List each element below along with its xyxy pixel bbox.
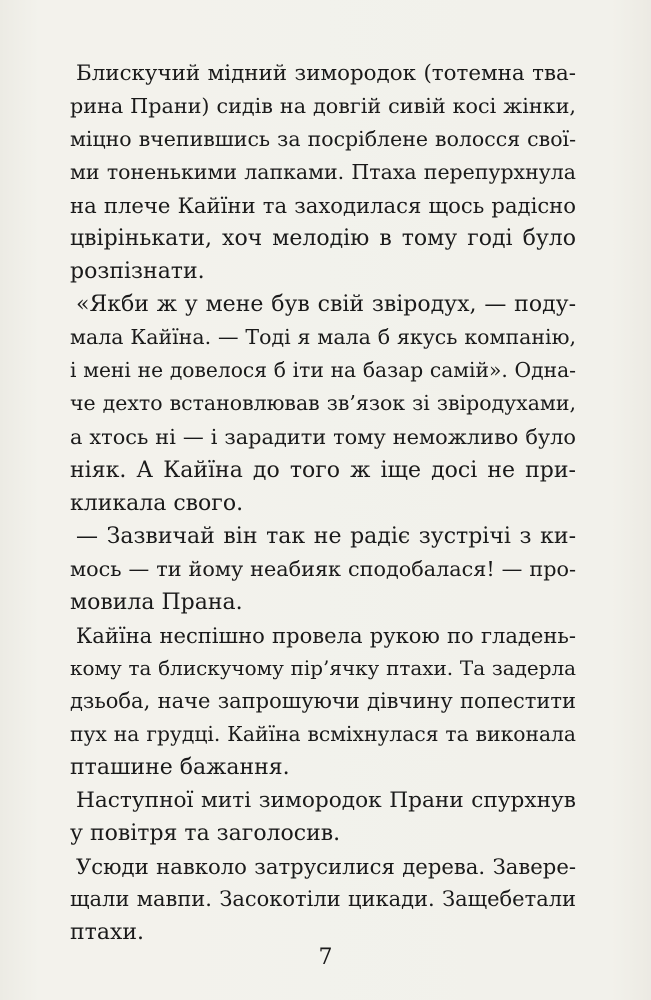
text-line: мала Кайїна. — Тоді я мала б якусь компанію, (70, 325, 576, 350)
text-line: Усюди навколо затрусилися дерева. Завере- (76, 854, 576, 880)
text-line: дзьоба, наче запрошуючи дівчину попестити (70, 688, 576, 713)
page-number: 7 (318, 945, 333, 970)
text-line: Кайїна неспішно провела рукою по гладень- (76, 622, 576, 648)
text-line: цвірінькати, хоч мелодію в тому годі було (70, 226, 576, 252)
text-line: Наступної миті зимородок Прани спурхнув (76, 788, 576, 814)
text-line: і мені не довелося б іти на базар самій». Одна- (70, 358, 576, 383)
text-line: щали мавпи. Засокотіли цикади. Защебетали (70, 887, 576, 912)
text-line: че дехто встановлював зв’язок зі звіродухами, (70, 391, 576, 416)
text-line: рина Прани) сидів на довгій сивій косі жінки, (70, 94, 576, 119)
text-line: розпізнати. (70, 259, 205, 285)
text-line: пух на грудці. Кайїна всміхнулася та виконала (70, 721, 576, 746)
text-line: на плече Кайїни та заходилася щось радісно (70, 193, 576, 219)
text-line: пташине бажання. (70, 754, 290, 780)
text-line: міцно вчепившись за посріблене волосся свої- (70, 127, 576, 152)
text-line: мовила Прана. (70, 589, 243, 615)
text-line: кликала свого. (70, 490, 244, 516)
text-line: «Якби ж у мене був свій звіродух, — поду- (76, 292, 576, 318)
text-line: у повітря та заголосив. (70, 821, 341, 847)
text-line: ми тоненькими лапками. Птаха перепурхнула (70, 160, 576, 185)
text-line: Блискучий мідний зимородок (тотемна тва- (76, 61, 576, 86)
text-line: мось — ти йому неабияк сподобалася! — про- (70, 556, 576, 581)
text-line: ніяк. А Кайїна до того ж іще досі не при- (70, 457, 576, 483)
text-line: а хтось ні — і зарадити тому неможливо було (70, 424, 576, 449)
text-line: — Зазвичай він так не радіє зустрічі з ки- (76, 523, 576, 549)
text-line: птахи. (70, 920, 145, 946)
text-line: кому та блискучому пір’ячку птахи. Та задерла (70, 656, 576, 680)
page-text (70, 57, 576, 949)
